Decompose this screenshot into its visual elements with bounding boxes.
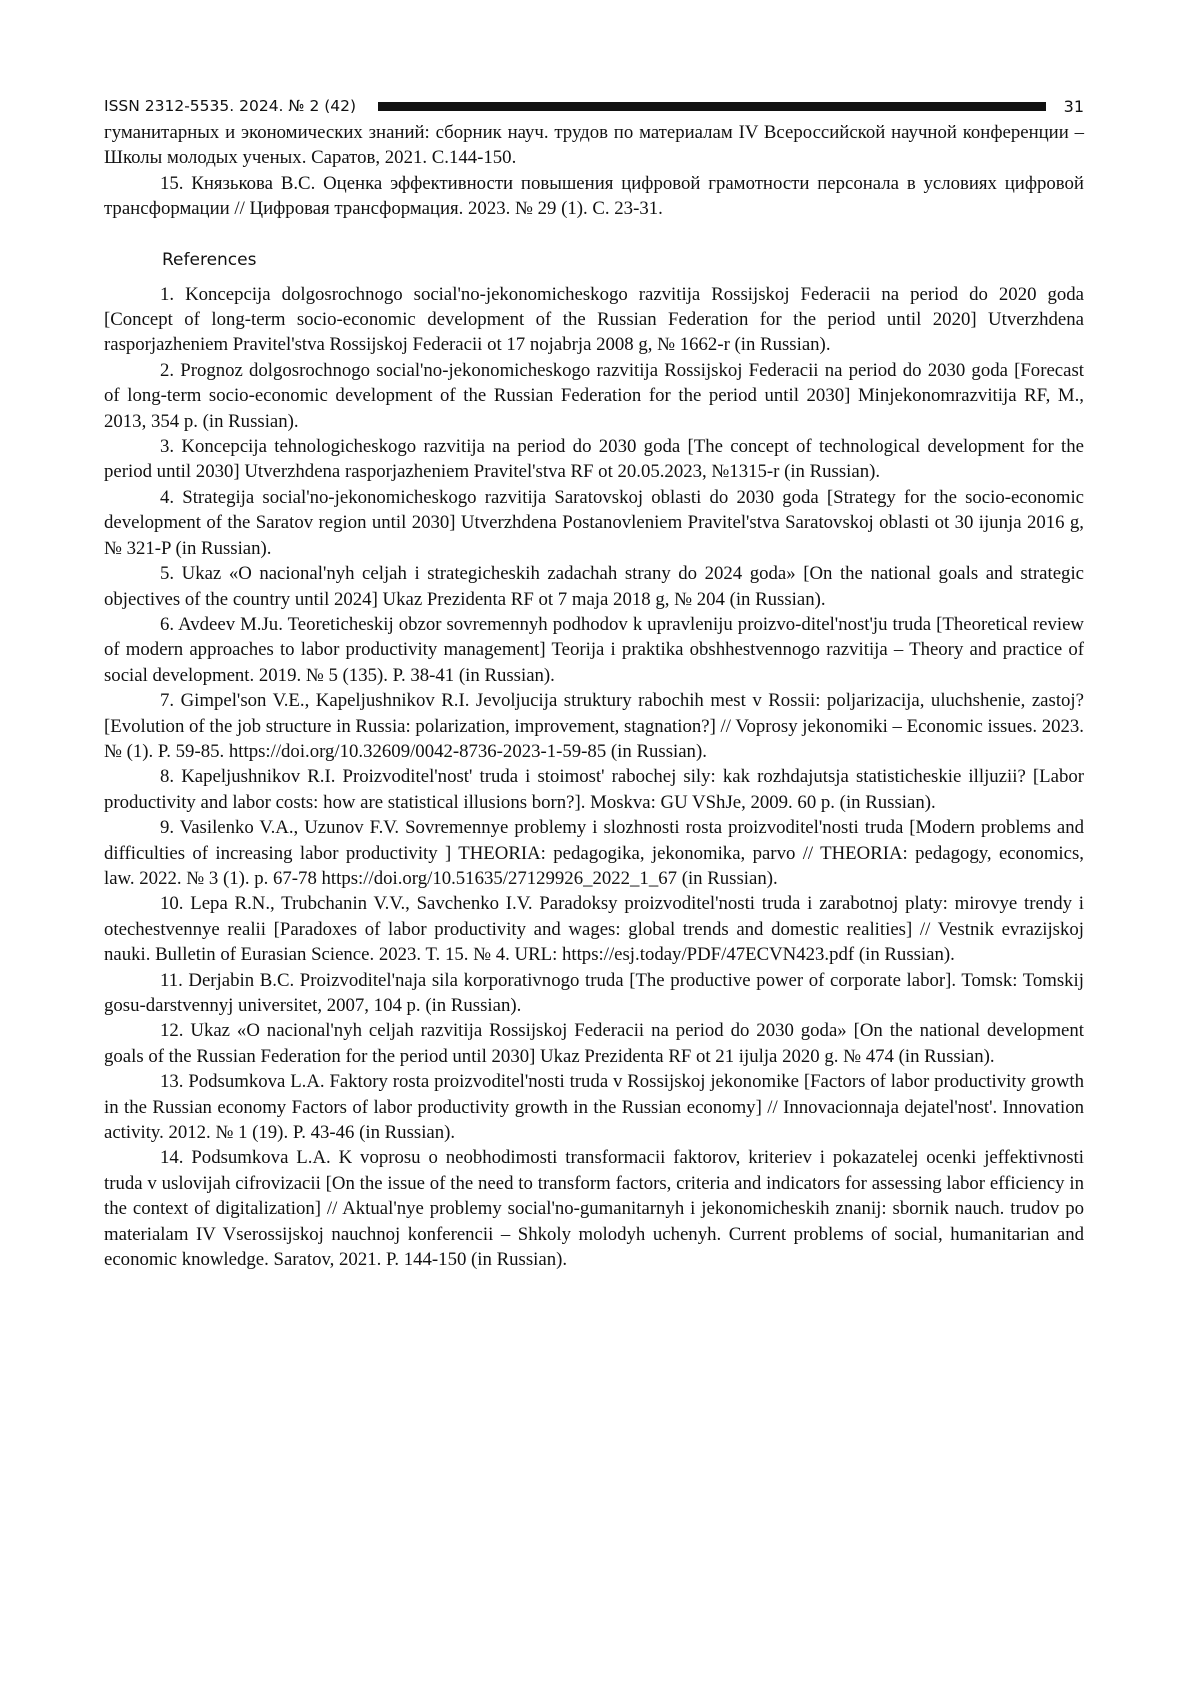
- running-header: [104, 92, 1084, 120]
- references-heading: References: [162, 248, 1084, 272]
- reference-item: 11. Derjabin B.C. Proizvoditel'naja sila korporativnogo truda [The productive power of corporate labor]. Tomsk: Tomskij gosu-darstvennyj universitet, 2007, 104 p. (in Russian).: [104, 968, 1084, 1019]
- reference-item: 3. Koncepcija tehnologicheskogo razvitija na period do 2030 goda [The concept of technological development for the period until 2030] Utverzhdena rasporjazheniem Pravitel'stva RF ot 20.05.2023, №1315-r (in Russian).: [104, 434, 1084, 485]
- reference-item: 9. Vasilenko V.A., Uzunov F.V. Sovremennye problemy i slozhnosti rosta proizvoditel'nosti truda [Modern problems and difficulties of increasing labor productivity ] THEORIA: pedagogika, jekonomika, parvo // THEORIA: pedagogy, economics, law. 2022. № 3 (1). p. 67-78 https://doi.org/10.51635/27129926_2022_1_67 (in Russian).: [104, 815, 1084, 891]
- reference-item: 7. Gimpel'son V.E., Kapeljushnikov R.I. Jevoljucija struktury rabochih mest v Rossii: poljarizacija, uluchshenie, zastoj? [Evolution of the job structure in Russia: polarization, improvement, stagnation?] // Voprosy jekonomiki – Economic issues. 2023. № (1). P. 59-85. https://doi.org/10.32609/0042-8736-2023-1-59-85 (in Russian).: [104, 688, 1084, 764]
- header-rule: [378, 102, 1046, 111]
- journal-issn: ISSN 2312-5535. 2024. № 2 (42): [104, 97, 356, 115]
- reference-item: 14. Podsumkova L.A. K voprosu o neobhodimosti transformacii faktorov, kriteriev i pokazatelej ocenki jeffektivnosti truda v uslovijah cifrovizacii [On the issue of the need to transform factors, criteria and indicators for assessing labor efficiency in the context of digitalization] // Aktual'nye problemy social'no-gumanitarnyh i jekonomicheskih znanij: sbornik nauch. trudov po materialam IV Vserossijskoj nauchnoj konferencii – Shkoly molodyh uchenyh. Current problems of social, humanitarian and economic knowledge. Saratov, 2021. P. 144-150 (in Russian).: [104, 1145, 1084, 1272]
- page-number: 31: [1064, 97, 1084, 116]
- reference-15-ru: 15. Князькова В.С. Оценка эффективности повышения цифровой грамотности персонала в условиях цифровой трансформации // Цифровая трансформация. 2023. № 29 (1). С. 23-31.: [104, 171, 1084, 222]
- page-body: [104, 120, 1084, 1272]
- reference-item: 1. Koncepcija dolgosrochnogo social'no-jekonomicheskogo razvitija Rossijskoj Federacii na period do 2020 goda [Concept of long-term socio-economic development of the Russian Federation for the period until 2020] Utverzhdena rasporjazheniem Pravitel'stva Rossijskoj Federacii ot 17 nojabrja 2008 g, № 1662-r (in Russian).: [104, 282, 1084, 358]
- reference-item: 5. Ukaz «O nacional'nyh celjah i strategicheskih zadachah strany do 2024 goda» [On the national goals and strategic objectives of the country until 2024] Ukaz Prezidenta RF ot 7 maja 2018 g, № 204 (in Russian).: [104, 561, 1084, 612]
- page: [104, 92, 1084, 1272]
- reference-item: 6. Avdeev M.Ju. Teoreticheskij obzor sovremennyh podhodov k upravleniju proizvo-ditel'nost'ju truda [Theoretical review of modern approaches to labor productivity management] Teorija i praktika obshhestvennogo razvitija – Theory and practice of social development. 2019. № 5 (135). P. 38-41 (in Russian).: [104, 612, 1084, 688]
- reference-item: 12. Ukaz «O nacional'nyh celjah razvitija Rossijskoj Federacii na period do 2030 goda» [On the national development goals of the Russian Federation for the period until 2030] Ukaz Prezidenta RF ot 21 ijulja 2020 g. № 474 (in Russian).: [104, 1018, 1084, 1069]
- reference-continuation: гуманитарных и экономических знаний: сборник науч. трудов по материалам IV Всероссийской научной конференции – Школы молодых ученых. Саратов, 2021. С.144-150.: [104, 120, 1084, 171]
- reference-item: 13. Podsumkova L.A. Faktory rosta proizvoditel'nosti truda v Rossijskoj jekonomike [Factors of labor productivity growth in the Russian economy Factors of labor productivity growth in the Russian economy] // Innovacionnaja dejatel'nost'. Innovation activity. 2012. № 1 (19). P. 43-46 (in Russian).: [104, 1069, 1084, 1145]
- reference-item: 4. Strategija social'no-jekonomicheskogo razvitija Saratovskoj oblasti do 2030 goda [Strategy for the socio-economic development of the Saratov region until 2030] Utverzhdena Postanovleniem Pravitel'stva Saratovskoj oblasti ot 30 ijunja 2016 g, № 321-P (in Russian).: [104, 485, 1084, 561]
- reference-item: 2. Prognoz dolgosrochnogo social'no-jekonomicheskogo razvitija Rossijskoj Federacii na period do 2030 goda [Forecast of long-term socio-economic development of the Russian Federation for the period until 2030] Minjekonomrazvitija RF, M., 2013, 354 p. (in Russian).: [104, 358, 1084, 434]
- reference-item: 10. Lepa R.N., Trubchanin V.V., Savchenko I.V. Paradoksy proizvoditel'nosti truda i zarabotnoj platy: mirovye trendy i otechestvennye realii [Paradoxes of labor productivity and wages: global trends and domestic realities] // Vestnik evrazijskoj nauki. Bulletin of Eurasian Science. 2023. T. 15. № 4. URL: https://esj.today/PDF/47ECVN423.pdf (in Russian).: [104, 891, 1084, 967]
- reference-item: 8. Kapeljushnikov R.I. Proizvoditel'nost' truda i stoimost' rabochej sily: kak rozhdajutsja statisticheskie illjuzii? [Labor productivity and labor costs: how are statistical illusions born?]. Moskva: GU VShJe, 2009. 60 p. (in Russian).: [104, 764, 1084, 815]
